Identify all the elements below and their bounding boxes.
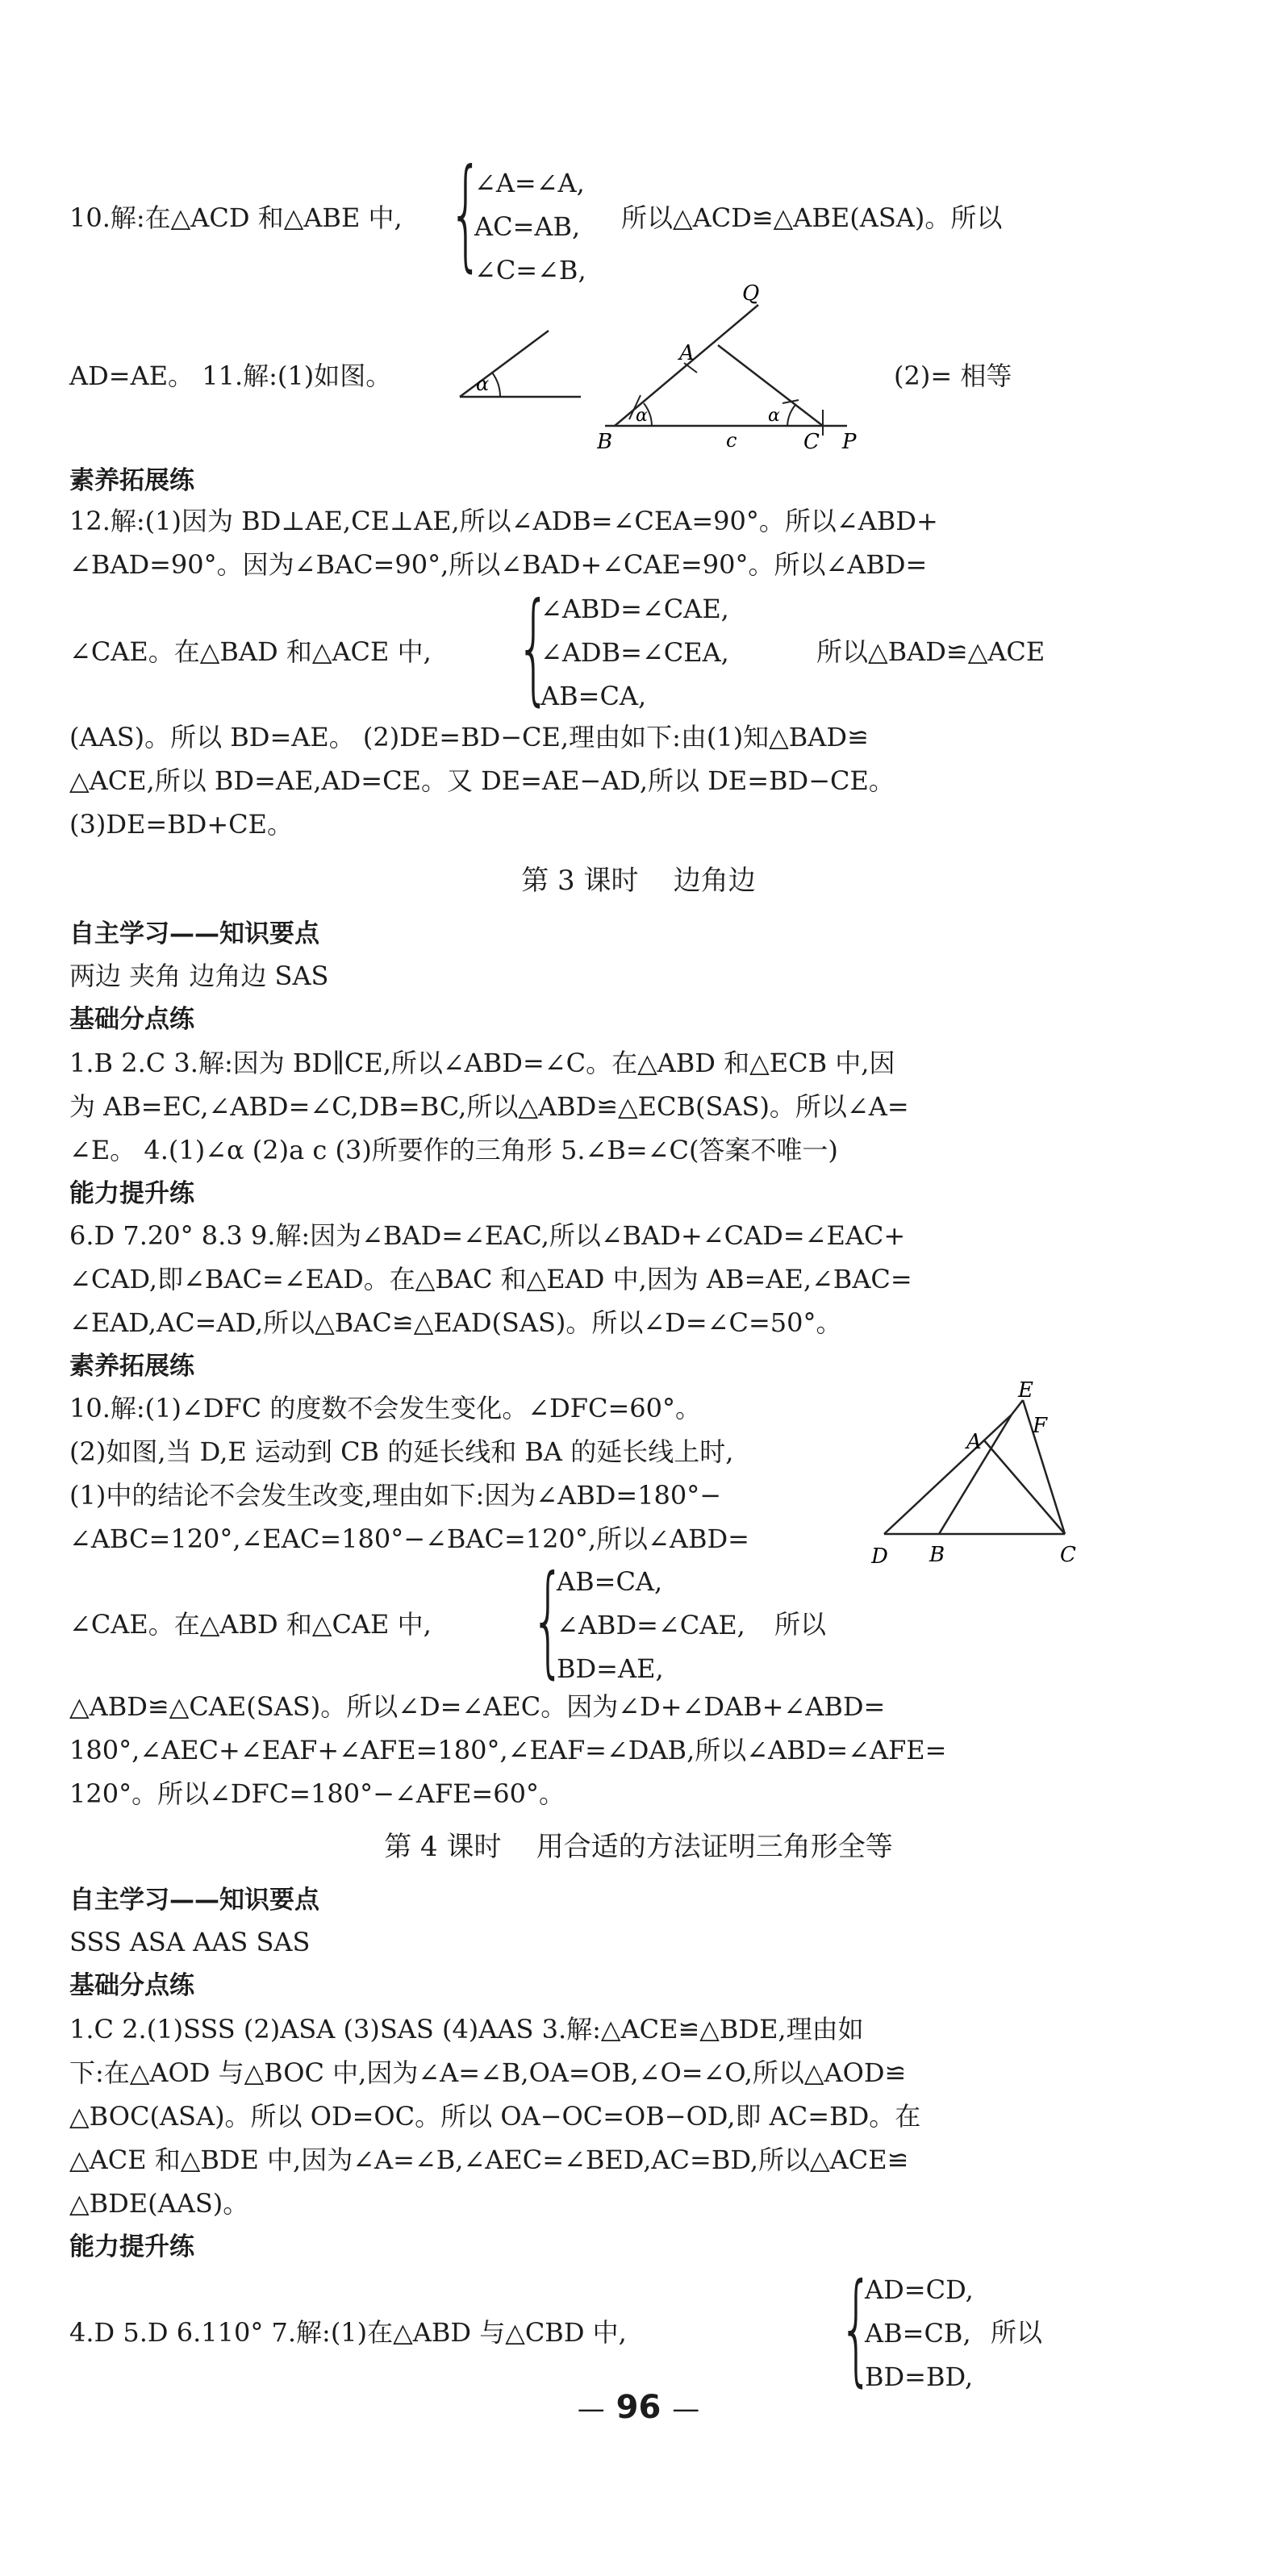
lesson4-keypoints: SSS ASA AAS SAS bbox=[69, 1927, 311, 1957]
p12-line2: ∠BAD=90°。因为∠BAC=90°,所以∠BAD+∠CAE=90°。所以∠ABD= bbox=[69, 549, 928, 580]
p12-system: ∠ABD=∠CAE, ∠ADB=∠CEA, AB=CA, bbox=[540, 594, 729, 711]
lesson3-ext-line2: (2)如图,当 D,E 运动到 CB 的延长线和 BA 的延长线上时, bbox=[69, 1436, 734, 1467]
fig10-label-F: F bbox=[1033, 1414, 1048, 1438]
section-heading-basic: 基础分点练 bbox=[69, 1971, 194, 2000]
fig11-label-P: P bbox=[842, 430, 857, 452]
fig11-label-Q: Q bbox=[742, 282, 760, 306]
p12-line1: 12.解:(1)因为 BD⊥AE,CE⊥AE,所以∠ADB=∠CEA=90°。所以∠ABD+ bbox=[69, 506, 938, 536]
lesson3-ext-line3: (1)中的结论不会发生改变,理由如下:因为∠ABD=180°− bbox=[69, 1480, 722, 1511]
lesson3-ext-line6: △ABD≌△CAE(SAS)。所以∠D=∠AEC。因为∠D+∠DAB+∠ABD= bbox=[69, 1691, 886, 1722]
section-heading-ability: 能力提升练 bbox=[69, 2232, 194, 2261]
lesson4-basic-line3: △BOC(ASA)。所以 OD=OC。所以 OA−OC=OB−OD,即 AC=BD。在 bbox=[69, 2101, 921, 2132]
p12-line6: (3)DE=BD+CE。 bbox=[69, 809, 293, 840]
fig10-label-A: A bbox=[966, 1430, 982, 1454]
fig11-label-B: B bbox=[597, 430, 613, 452]
p12-line3: ∠CAE。在△BAD 和△ACE 中, bbox=[69, 636, 432, 667]
lesson3-ability-line2: ∠CAD,即∠BAC=∠EAD。在△BAC 和△EAD 中,因为 AB=AE,∠BAC= bbox=[69, 1264, 912, 1294]
section-heading-ability: 能力提升练 bbox=[69, 1179, 194, 1208]
lesson3-basic-line1: 1.B 2.C 3.解:因为 BD∥CE,所以∠ABD=∠C。在△ABD 和△ECB 中,因 bbox=[69, 1048, 895, 1078]
lesson4-basic-line4: △ACE 和△BDE 中,因为∠A=∠B,∠AEC=∠BED,AC=BD,所以△ACE≌ bbox=[69, 2145, 909, 2175]
fig11-label-c: c bbox=[726, 429, 737, 452]
p10-tail: 所以△ACD≌△ABE(ASA)。所以 bbox=[621, 202, 1003, 233]
p10-conclusion: AD=AE。 11.解:(1)如图。 bbox=[69, 361, 392, 391]
p10-lead: 10.解:在△ACD 和△ABE 中, bbox=[69, 202, 403, 233]
lesson3-ext-tail: 所以 bbox=[774, 1609, 827, 1640]
page-number: — 96 — bbox=[577, 2389, 700, 2426]
lesson3-ability-line1: 6.D 7.20° 8.3 9.解:因为∠BAD=∠EAC,所以∠BAD+∠CAD=∠EAC+ bbox=[69, 1220, 906, 1251]
lesson3-title: 第 3 课时 边角边 bbox=[521, 865, 756, 897]
p12-line4: (AAS)。所以 BD=AE。 (2)DE=BD−CE,理由如下:由(1)知△BAD≌ bbox=[69, 722, 869, 752]
lesson3-ext-line1: 10.解:(1)∠DFC 的度数不会发生变化。∠DFC=60°。 bbox=[69, 1393, 702, 1423]
lesson4-title: 第 4 课时 用合适的方法证明三角形全等 bbox=[384, 1831, 893, 1863]
section-heading-basic: 基础分点练 bbox=[69, 1005, 194, 1034]
p12-line5: △ACE,所以 BD=AE,AD=CE。又 DE=AE−AD,所以 DE=BD−CE。 bbox=[69, 765, 895, 796]
fig11-alpha-C: α bbox=[768, 406, 780, 426]
fig11-alpha-B: α bbox=[636, 406, 648, 426]
lesson3-ext-system: AB=CA, ∠ABD=∠CAE, BD=AE, bbox=[557, 1566, 745, 1684]
p10-system: ∠A=∠A, AC=AB, ∠C=∠B, bbox=[474, 168, 586, 286]
lesson4-ability-lead: 4.D 5.D 6.110° 7.解:(1)在△ABD 与△CBD 中, bbox=[69, 2317, 627, 2348]
lesson4-basic-line2: 下:在△AOD 与△BOC 中,因为∠A=∠B,OA=OB,∠O=∠O,所以△AOD≌ bbox=[69, 2057, 907, 2088]
p12-tail: 所以△BAD≌△ACE bbox=[816, 636, 1045, 667]
lesson3-basic-line3: ∠E。 4.(1)∠α (2)a c (3)所要作的三角形 5.∠B=∠C(答案不唯一) bbox=[69, 1135, 838, 1165]
fig11-construction bbox=[597, 282, 887, 452]
section-heading-extension: 素养拓展练 bbox=[69, 466, 194, 495]
section-heading-extension: 素养拓展练 bbox=[69, 1352, 194, 1381]
fig10-label-D: D bbox=[871, 1544, 888, 1569]
brace: { bbox=[449, 144, 483, 284]
section-heading-self-study: 自主学习——知识要点 bbox=[69, 1886, 319, 1915]
lesson3-ext-line4: ∠ABC=120°,∠EAC=180°−∠BAC=120°,所以∠ABD= bbox=[69, 1524, 749, 1554]
brace: { bbox=[516, 577, 551, 718]
p11-part2: (2)= 相等 bbox=[894, 361, 1012, 391]
lesson3-basic-line2: 为 AB=EC,∠ABD=∠C,DB=BC,所以△ABD≌△ECB(SAS)。所以∠A= bbox=[69, 1091, 909, 1122]
lesson4-ability-tail: 所以 bbox=[991, 2317, 1043, 2348]
section-heading-self-study: 自主学习——知识要点 bbox=[69, 919, 319, 948]
lesson3-keypoints: 两边 夹角 边角边 SAS bbox=[69, 961, 329, 991]
lesson3-ext-line7: 180°,∠AEC+∠EAF+∠AFE=180°,∠EAF=∠DAB,所以∠ABD=∠AFE= bbox=[69, 1735, 947, 1765]
fig10-label-B: B bbox=[929, 1543, 945, 1567]
brace: { bbox=[531, 1550, 565, 1690]
fig11-label-C: C bbox=[803, 430, 820, 452]
fig10-label-E: E bbox=[1018, 1379, 1033, 1403]
lesson3-ext-line5: ∠CAE。在△ABD 和△CAE 中, bbox=[69, 1609, 432, 1640]
lesson3-ext-line8: 120°。所以∠DFC=180°−∠AFE=60°。 bbox=[69, 1778, 565, 1809]
fig10-triangle bbox=[871, 1379, 1081, 1573]
lesson4-basic-line1: 1.C 2.(1)SSS (2)ASA (3)SAS (4)AAS 3.解:△ACE≌△BDE,理由如 bbox=[69, 2014, 864, 2045]
brace: { bbox=[839, 2258, 874, 2399]
lesson3-ability-line3: ∠EAD,AC=AD,所以△BAC≌△EAD(SAS)。所以∠D=∠C=50°。 bbox=[69, 1307, 842, 1338]
lesson4-ability-system: AD=CD, AB=CB, BD=BD, bbox=[865, 2274, 974, 2392]
fig11-angle bbox=[452, 323, 589, 411]
fig11-label-A: A bbox=[679, 341, 695, 365]
lesson4-basic-line5: △BDE(AAS)。 bbox=[69, 2188, 249, 2219]
fig11-alpha: α bbox=[476, 373, 490, 395]
fig10-label-C: C bbox=[1060, 1543, 1076, 1567]
